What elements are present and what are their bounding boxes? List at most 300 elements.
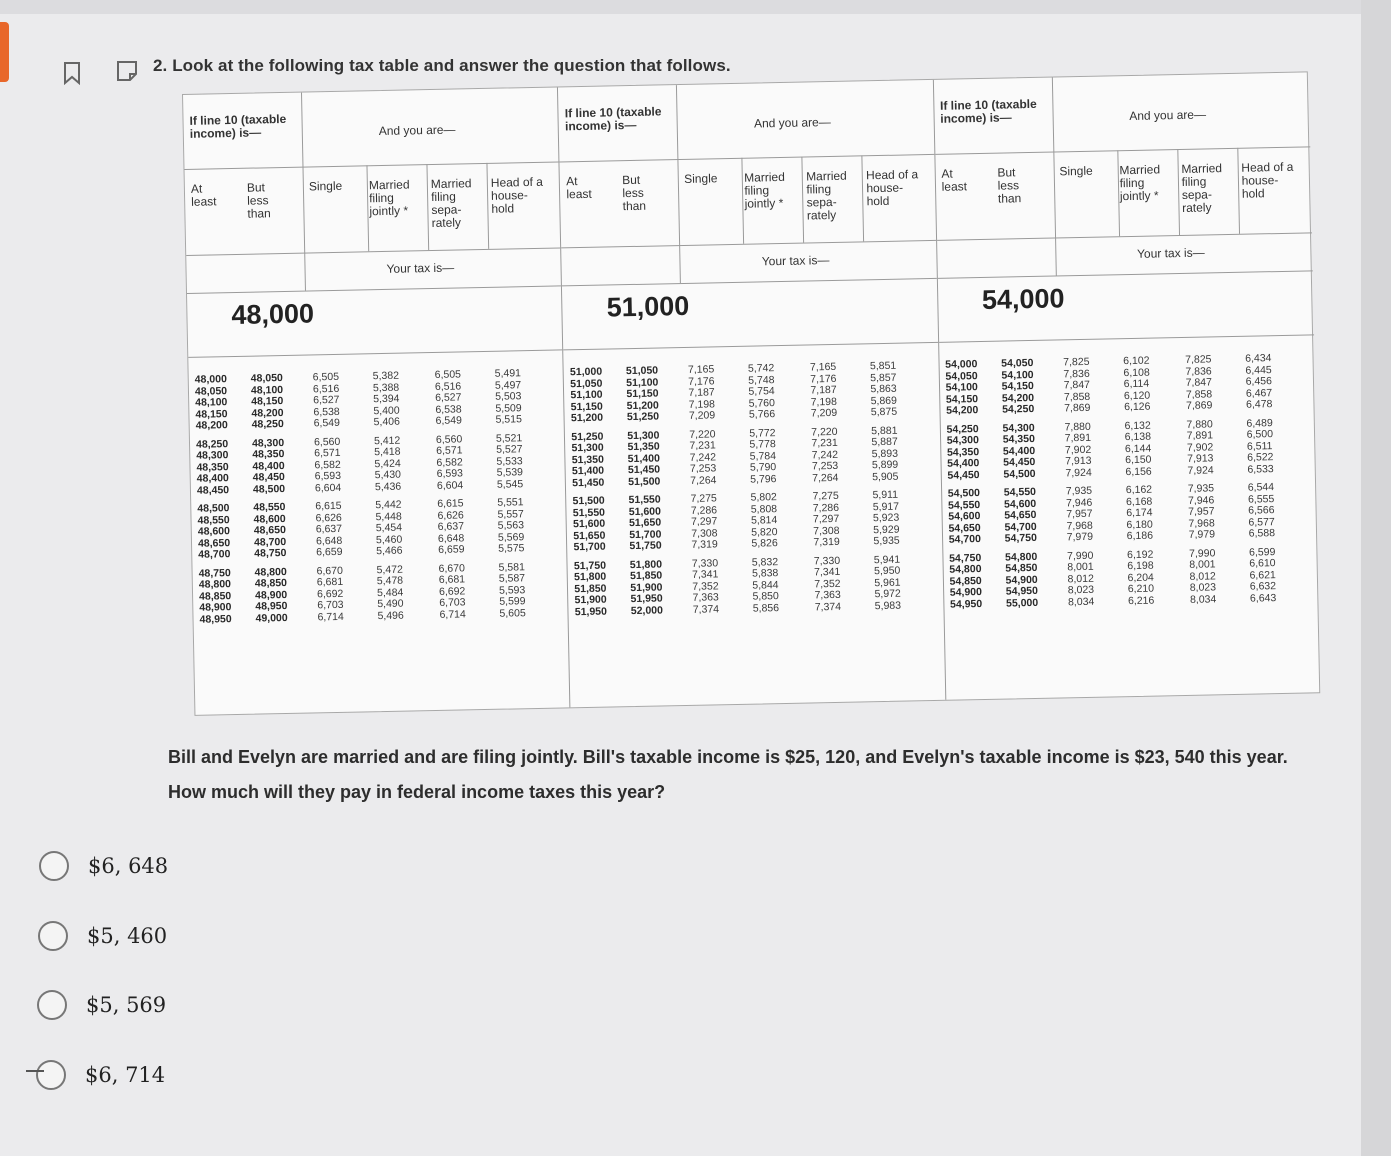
cell-married-jointly: 5,742 [747,362,775,375]
cell-head-of-household: 6,434 [1245,352,1272,365]
header-but-less-than: But less than [246,180,271,221]
tax-panel [558,80,946,707]
cell-married-separately: 7,308 [813,524,840,537]
table-rule [301,93,306,291]
cell-at-least: 54,150 [945,392,979,406]
cell-but-less-than: 54,250 [1002,402,1035,416]
table-rule [186,247,560,256]
cell-married-jointly: 5,826 [751,537,778,550]
cell-married-separately: 7,935 [1187,482,1215,495]
cell-married-separately: 7,319 [813,535,840,549]
cell-head-of-household: 5,881 [871,424,898,437]
header-single: Single [1059,163,1093,179]
cell-married-jointly: 5,496 [377,609,404,622]
cell-at-least: 51,600 [572,517,606,531]
cell-single: 6,681 [316,575,344,589]
cell-head-of-household: 5,875 [870,405,898,419]
cell-single: 7,363 [692,591,719,604]
cell-single: 8,001 [1067,560,1094,574]
table-rule [185,161,559,170]
cell-head-of-household: 5,887 [871,435,898,449]
cell-but-less-than: 48,500 [252,482,286,496]
cell-married-jointly: 5,820 [751,525,778,539]
cell-married-jointly: 6,108 [1123,366,1150,379]
cell-at-least: 54,450 [947,468,980,482]
cell-but-less-than: 51,600 [628,504,662,518]
cell-single: 6,648 [315,534,343,547]
header-your-tax-is: Your tax is— [761,253,830,269]
cell-but-less-than: 51,400 [627,451,660,465]
cell-married-separately: 7,352 [814,577,841,590]
cell-married-separately: 6,670 [438,561,465,575]
cell-at-least: 51,050 [570,377,603,390]
cell-but-less-than: 54,150 [1001,379,1034,393]
cell-married-jointly: 5,748 [748,373,775,387]
cell-but-less-than: 51,200 [626,398,659,412]
cell-married-jointly: 6,180 [1126,518,1153,531]
header-single: Single [308,178,343,194]
table-rule [939,334,1314,343]
header-married-separately: Married filing sepa- rately [1181,161,1223,215]
cell-head-of-household: 5,533 [496,454,523,468]
cell-head-of-household: 6,489 [1246,416,1273,430]
cell-single: 7,825 [1063,355,1090,369]
table-rule [426,164,429,250]
table-rule [1237,148,1240,234]
cell-head-of-household: 5,557 [497,507,524,521]
cell-married-jointly: 5,784 [749,449,777,463]
question-text-line2: How much will they pay in federal income taxes this year? [168,782,666,802]
cell-single: 6,582 [314,458,341,471]
cell-married-jointly: 5,760 [748,396,776,410]
cell-at-least: 51,000 [569,365,603,379]
cell-single: 7,858 [1063,390,1091,403]
bookmark-icon[interactable] [62,61,82,85]
cell-single: 8,034 [1067,595,1095,608]
cell-single: 6,670 [316,564,343,577]
cell-married-separately: 7,330 [813,554,841,567]
cell-at-least: 54,500 [947,487,981,500]
cell-head-of-household: 6,588 [1248,527,1276,540]
cell-at-least: 51,400 [571,464,605,478]
cell-but-less-than: 54,550 [1003,485,1037,499]
table-rule [561,240,935,249]
cell-head-of-household: 5,581 [498,560,525,574]
header-your-tax-is: Your tax is— [1136,245,1205,261]
cell-single: 7,264 [690,473,717,487]
cell-but-less-than: 48,650 [253,524,287,537]
cell-at-least: 48,150 [195,407,228,421]
header-at-least: At least [566,174,592,202]
cell-head-of-household: 5,911 [872,488,899,502]
question-title: 2. Look at the following tax table and answer the question that follows. [153,56,731,75]
cell-single: 7,913 [1065,454,1092,468]
cell-single: 7,847 [1063,378,1091,392]
cell-married-jointly: 5,790 [749,461,777,474]
header-but-less-than: But less than [997,165,1022,206]
radio-button[interactable] [38,921,68,951]
cell-married-separately: 7,341 [813,565,841,579]
cell-married-jointly: 6,126 [1124,400,1151,414]
cell-single: 7,924 [1065,466,1092,479]
cell-single: 7,968 [1066,519,1093,532]
cell-at-least: 51,100 [570,388,603,402]
cell-married-separately: 7,253 [811,459,839,473]
cell-married-separately: 8,023 [1189,581,1217,594]
notes-icon[interactable] [115,59,139,83]
cell-married-jointly: 5,772 [749,426,776,440]
top-strip [0,0,1391,14]
cell-married-jointly: 5,418 [374,445,401,459]
cell-head-of-household: 6,522 [1247,451,1274,464]
cell-at-least: 48,950 [199,612,232,626]
cell-single: 7,253 [689,462,717,475]
cell-at-least: 51,850 [574,582,607,595]
cell-single: 6,703 [317,598,344,612]
cell-single: 6,571 [314,446,341,460]
cell-head-of-household: 5,893 [871,447,899,460]
cell-but-less-than: 51,100 [626,375,659,389]
cell-single: 7,286 [690,503,718,517]
cell-but-less-than: 48,950 [255,599,288,613]
cell-single: 7,220 [689,427,716,441]
radio-button[interactable] [37,990,67,1020]
cell-married-jointly: 6,210 [1127,582,1155,596]
cell-at-least: 51,650 [573,529,606,542]
choice-b[interactable] [38,921,167,951]
question-text-line1: Bill and Evelyn are married and are filing jointly. Bill's taxable income is $25, 120, and Evelyn's taxable income is $23, 540 this year. [168,747,1288,767]
cell-head-of-household: 5,497 [494,378,522,392]
table-rule [187,285,561,294]
header-married-separately: Married filing sepa- rately [430,176,472,231]
table-rule [560,154,934,163]
cell-single: 7,990 [1066,549,1094,562]
tax-panel [934,72,1322,699]
cell-but-less-than: 51,950 [630,592,663,606]
table-rule [188,349,562,358]
cell-at-least: 48,200 [195,419,228,432]
cell-married-jointly: 6,162 [1125,483,1153,497]
cell-at-least: 48,100 [195,396,228,409]
cell-single: 7,308 [691,526,718,540]
cell-married-separately: 7,913 [1187,452,1214,465]
cell-married-jointly: 6,138 [1124,430,1152,444]
cell-married-separately: 7,374 [814,600,842,613]
cell-head-of-household: 5,563 [497,519,525,532]
cell-head-of-household: 5,593 [498,583,526,597]
cell-head-of-household: 5,575 [498,542,525,555]
cell-at-least: 54,900 [949,586,983,599]
cell-married-separately: 7,880 [1186,417,1213,431]
header-head-of-household: Head of a house- hold [865,167,919,209]
cell-single: 7,979 [1066,530,1094,544]
cell-married-jointly: 5,832 [751,555,779,569]
cell-head-of-household: 5,527 [496,443,523,456]
cell-married-separately: 6,703 [439,596,466,609]
cell-married-separately: 6,527 [435,391,462,404]
cell-but-less-than: 54,850 [1005,561,1038,575]
cell-head-of-household: 6,599 [1248,545,1276,559]
header-married-jointly: Married filing jointly * [743,169,785,211]
cell-married-jointly: 6,192 [1126,548,1154,561]
cell-but-less-than: 48,800 [254,565,287,579]
cell-at-least: 54,700 [948,533,981,546]
cell-married-jointly: 5,460 [375,533,403,546]
cell-at-least: 48,450 [196,483,230,497]
cell-head-of-household: 5,509 [495,401,522,415]
cell-head-of-household: 5,503 [495,390,522,403]
cell-at-least: 51,900 [574,593,607,607]
cell-but-less-than: 48,150 [251,395,284,408]
cell-married-jointly: 6,114 [1123,377,1150,391]
choice-c[interactable] [37,990,166,1020]
cell-head-of-household: 6,610 [1249,557,1276,570]
cell-single: 6,527 [313,393,340,407]
cell-married-separately: 7,825 [1185,353,1212,366]
cell-at-least: 51,150 [570,400,603,413]
cell-at-least: 54,050 [945,369,978,383]
cell-married-jointly: 6,174 [1126,506,1153,520]
table-rule [486,163,489,249]
cell-single: 7,165 [687,363,715,376]
cell-but-less-than: 51,350 [627,440,660,454]
tax-table-image [182,71,1320,715]
cell-but-less-than: 54,050 [1001,356,1034,370]
cell-married-separately: 7,187 [810,383,837,397]
cell-head-of-household: 6,566 [1248,504,1275,517]
cell-married-separately: 6,615 [437,497,464,510]
cell-at-least: 51,550 [572,506,606,519]
cell-but-less-than: 48,850 [254,576,288,590]
header-and-you-are: And you are— [378,122,456,139]
cell-but-less-than: 48,100 [250,383,284,397]
cell-single: 7,946 [1065,496,1093,509]
choice-label: $6, 714 [85,1063,166,1087]
cell-married-separately: 7,275 [812,489,839,503]
cell-married-separately: 7,869 [1185,399,1213,412]
cell-but-less-than: 51,850 [629,569,663,583]
cell-head-of-household: 6,511 [1246,439,1273,453]
header-if-line: If line 10 (taxable income) is— [189,111,287,141]
cell-married-separately: 6,571 [436,444,463,457]
cell-married-separately: 7,858 [1185,387,1213,401]
header-but-less-than: But less than [622,172,647,214]
cell-single: 7,341 [691,568,719,581]
cell-married-separately: 6,637 [437,520,465,533]
cell-married-jointly: 6,156 [1125,465,1152,478]
cell-but-less-than: 51,700 [629,527,662,541]
header-if-line: If line 10 (taxable income) is— [939,96,1037,126]
cell-at-least: 48,800 [198,578,232,591]
cell-married-separately: 7,902 [1186,440,1214,454]
cell-married-separately: 7,198 [810,395,838,408]
choice-d[interactable] [36,1060,165,1090]
header-at-least: At least [941,166,968,194]
cell-married-jointly: 5,808 [750,502,778,516]
right-edge [1361,0,1391,1156]
cell-single: 6,637 [315,522,343,536]
cell-head-of-household: 5,539 [496,466,524,479]
cell-head-of-household: 5,521 [495,431,523,445]
cell-married-separately: 6,659 [438,543,465,556]
cell-head-of-household: 5,599 [499,595,526,608]
cell-married-separately: 6,582 [436,455,463,469]
cell-at-least: 48,300 [196,449,229,462]
cell-head-of-household: 6,456 [1245,375,1273,388]
cell-married-jointly: 6,186 [1126,529,1154,543]
radio-button[interactable] [36,1060,66,1090]
cell-but-less-than: 54,500 [1003,467,1036,481]
cell-single: 7,319 [691,538,718,551]
cell-head-of-household: 5,935 [873,534,900,548]
cell-head-of-household: 6,577 [1248,515,1275,529]
cell-but-less-than: 48,550 [253,501,286,514]
cell-single: 7,209 [688,409,716,422]
cell-head-of-household: 6,445 [1245,363,1272,377]
cell-but-less-than: 51,900 [630,580,663,594]
cell-married-separately: 6,549 [435,414,463,427]
cell-at-least: 51,800 [573,570,607,584]
header-head-of-household: Head of a house- hold [490,174,544,216]
cell-head-of-household: 5,983 [874,599,902,612]
cell-married-jointly: 5,400 [373,404,400,417]
cell-at-least: 48,250 [195,437,229,451]
table-rule [676,85,681,283]
cell-married-jointly: 5,424 [374,457,401,470]
cell-married-jointly: 5,484 [376,586,404,599]
cell-but-less-than: 48,400 [252,459,285,473]
cell-single: 6,615 [315,499,342,513]
cell-married-separately: 6,593 [436,467,464,480]
cell-but-less-than: 54,600 [1003,497,1037,511]
header-and-you-are: And you are— [1129,107,1207,123]
cell-single: 7,836 [1063,367,1090,380]
cell-married-jointly: 5,382 [372,369,400,383]
cell-head-of-household: 6,544 [1247,481,1275,494]
cell-but-less-than: 48,750 [254,546,287,560]
cell-single: 7,374 [692,602,720,616]
cell-at-least: 48,400 [196,472,229,485]
tax-panel [183,87,571,714]
cell-married-separately: 7,946 [1187,493,1215,507]
cell-head-of-household: 5,605 [499,606,526,620]
choice-a[interactable] [39,851,168,881]
table-rule [564,342,938,351]
cell-married-jointly: 5,394 [373,392,400,406]
cell-married-separately: 7,990 [1188,546,1216,560]
cell-but-less-than: 52,000 [630,603,664,617]
cell-married-jointly: 5,448 [375,510,402,523]
cell-but-less-than: 48,900 [254,588,288,602]
cell-married-separately: 8,001 [1189,558,1216,571]
cell-single: 7,935 [1065,484,1093,498]
cell-single: 7,231 [689,439,716,452]
cell-single: 6,692 [316,587,344,600]
cell-married-separately: 6,560 [435,432,463,446]
cell-head-of-household: 5,929 [873,523,900,536]
cell-but-less-than: 54,900 [1005,573,1038,587]
cell-single: 7,880 [1064,420,1091,433]
cell-single: 7,330 [691,556,719,570]
cell-married-separately: 7,286 [812,501,840,514]
cell-at-least: 51,950 [574,605,608,618]
cell-but-less-than: 54,650 [1004,508,1037,522]
cell-head-of-household: 5,551 [497,496,524,509]
cell-at-least: 54,850 [949,574,982,588]
cell-but-less-than: 54,800 [1004,550,1038,564]
cell-married-separately: 7,264 [812,471,839,484]
cell-but-less-than: 54,350 [1002,432,1035,446]
cell-married-jointly: 6,150 [1125,453,1152,467]
cell-at-least: 54,300 [946,434,980,447]
cell-at-least: 54,350 [946,445,980,459]
table-rule [937,232,1312,241]
cell-married-separately: 7,836 [1185,364,1212,378]
cell-married-separately: 7,242 [811,448,839,461]
cell-but-less-than: 51,750 [629,539,662,553]
income-bracket-heading: 48,000 [231,298,315,331]
cell-married-jointly: 5,766 [748,408,776,421]
cell-head-of-household: 5,950 [873,564,901,578]
cell-single: 6,505 [312,370,340,384]
cell-married-separately: 6,505 [434,368,462,381]
cell-married-separately: 7,968 [1188,516,1215,530]
cell-single: 7,275 [690,492,717,505]
cell-single: 7,869 [1064,401,1091,415]
cell-head-of-household: 5,961 [874,576,901,589]
cell-but-less-than: 49,000 [255,611,288,625]
cell-married-jointly: 6,204 [1127,571,1154,584]
cell-head-of-household: 5,869 [870,394,898,407]
header-and-you-are: And you are— [753,114,831,131]
cell-head-of-household: 5,491 [494,367,522,380]
cell-head-of-household: 5,899 [871,458,899,472]
cell-married-jointly: 5,490 [377,597,404,611]
cell-but-less-than: 54,950 [1005,584,1039,598]
cell-head-of-household: 6,533 [1247,462,1274,476]
cell-at-least: 48,000 [194,373,227,386]
cell-married-separately: 7,231 [811,436,838,450]
cell-at-least: 51,250 [571,430,604,443]
cell-head-of-household: 5,923 [872,511,900,525]
cell-at-least: 54,400 [947,457,980,470]
cell-single: 6,659 [316,545,343,559]
cell-single: 7,352 [692,579,719,593]
table-rule [1052,78,1057,276]
cell-married-separately: 8,012 [1189,569,1216,583]
cell-married-jointly: 5,430 [374,468,402,482]
cell-at-least: 54,800 [949,563,982,576]
cell-married-separately: 8,034 [1189,592,1217,606]
choice-label: $5, 569 [86,993,167,1017]
cell-head-of-household: 6,621 [1249,568,1276,582]
cell-married-separately: 7,297 [812,512,840,526]
cell-married-jointly: 5,796 [750,472,777,486]
cell-but-less-than: 48,050 [250,372,283,385]
cell-single: 7,297 [690,515,718,528]
cell-at-least: 48,900 [199,601,232,614]
cell-head-of-household: 5,863 [870,382,897,396]
cell-at-least: 54,550 [947,498,981,512]
cell-married-jointly: 6,198 [1127,559,1154,573]
cell-married-jointly: 6,102 [1123,354,1150,368]
radio-button[interactable] [39,851,69,881]
cell-at-least: 48,700 [198,548,231,561]
cell-married-jointly: 6,168 [1125,495,1153,508]
cell-but-less-than: 48,250 [251,418,284,431]
cell-married-jointly: 5,436 [374,480,402,493]
cell-head-of-household: 6,467 [1245,386,1273,400]
